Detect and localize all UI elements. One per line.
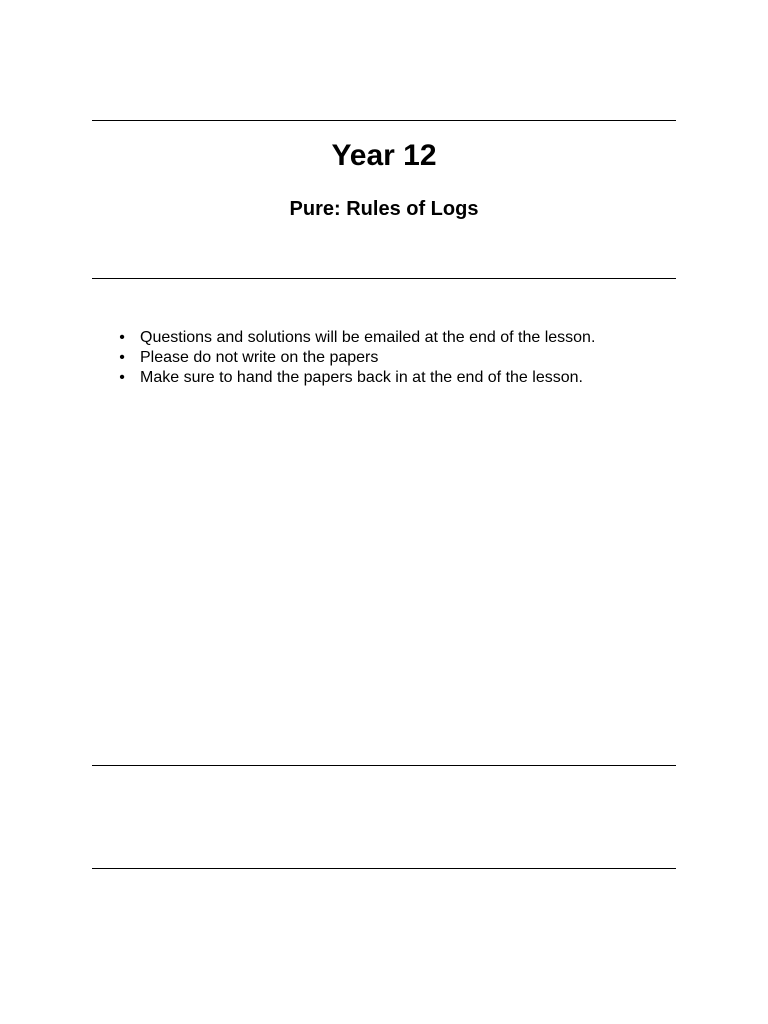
list-item [114,368,595,388]
lower-divider [92,765,676,766]
instruction-text: Please do not write on the papers [140,349,379,366]
bullet-icon: • [119,329,125,346]
bullet-icon: • [119,369,125,386]
instruction-text: Questions and solutions will be emailed at the end of the lesson. [140,329,596,346]
topic-subtitle: Pure: Rules of Logs [289,198,479,220]
list-item [114,348,595,368]
page-title: Year 12 [331,139,437,172]
bullet-icon: • [119,349,125,366]
bottom-divider [92,868,676,869]
list-item [114,328,595,348]
top-divider [92,120,676,121]
header-bottom-divider [92,278,676,279]
instruction-text: Make sure to hand the papers back in at the end of the lesson. [140,369,583,386]
instructions-list [114,328,595,388]
